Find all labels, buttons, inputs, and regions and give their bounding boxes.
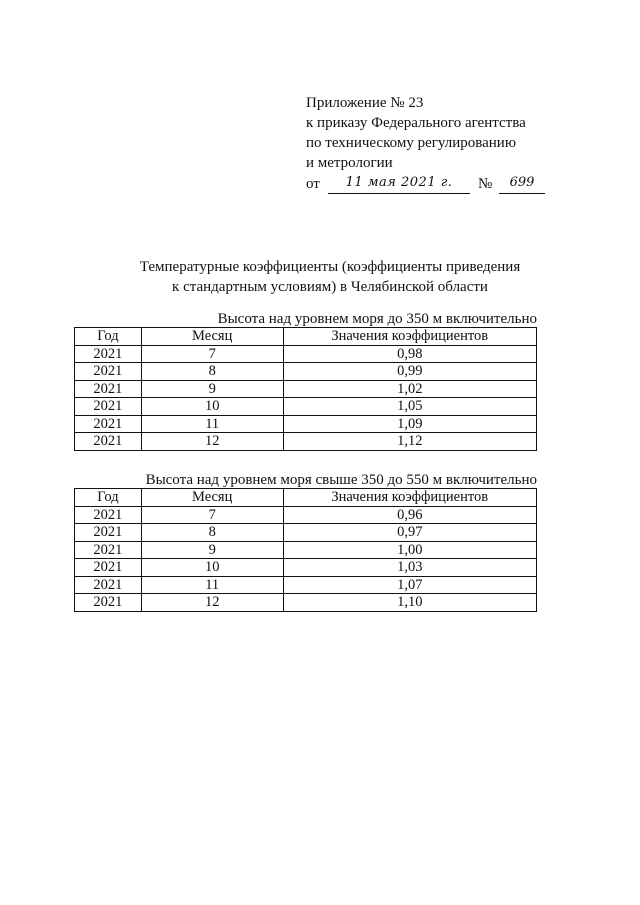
cell-month: 8 bbox=[141, 524, 283, 542]
cell-month: 9 bbox=[141, 380, 283, 398]
cell-year: 2021 bbox=[75, 398, 142, 416]
table-header-row bbox=[75, 489, 537, 507]
cell-year: 2021 bbox=[75, 433, 142, 451]
appendix-number: Приложение № 23 bbox=[306, 95, 424, 111]
cell-month: 7 bbox=[141, 345, 283, 363]
cell-year: 2021 bbox=[75, 380, 142, 398]
date-prefix: от bbox=[306, 176, 320, 192]
table-row bbox=[75, 594, 537, 612]
cell-value: 1,03 bbox=[283, 559, 536, 577]
cell-value: 1,07 bbox=[283, 576, 536, 594]
order-number-handwritten: 699 bbox=[499, 172, 545, 194]
cell-value: 0,97 bbox=[283, 524, 536, 542]
cell-year: 2021 bbox=[75, 541, 142, 559]
cell-value: 1,00 bbox=[283, 541, 536, 559]
cell-year: 2021 bbox=[75, 559, 142, 577]
title-line-2: к стандартным условиям) в Челябинской области bbox=[172, 279, 488, 295]
cell-month: 10 bbox=[141, 559, 283, 577]
cell-value: 1,12 bbox=[283, 433, 536, 451]
cell-value: 1,10 bbox=[283, 594, 536, 612]
document-title bbox=[100, 257, 560, 297]
column-header-value: Значения коэффициентов bbox=[283, 328, 536, 346]
column-header-year: Год bbox=[75, 328, 142, 346]
table-row bbox=[75, 415, 537, 433]
table-caption: Высота над уровнем моря свыше 350 до 550 м включительно bbox=[145, 472, 537, 488]
table-row bbox=[75, 524, 537, 542]
cell-year: 2021 bbox=[75, 594, 142, 612]
appendix-header bbox=[306, 93, 606, 196]
cell-month: 8 bbox=[141, 363, 283, 381]
column-header-month: Месяц bbox=[141, 489, 283, 507]
column-header-value: Значения коэффициентов bbox=[283, 489, 536, 507]
table-row bbox=[75, 345, 537, 363]
column-header-year: Год bbox=[75, 489, 142, 507]
coefficients-table bbox=[74, 488, 537, 612]
cell-month: 7 bbox=[141, 506, 283, 524]
number-sign: № bbox=[478, 176, 493, 192]
table-caption: Высота над уровнем моря до 350 м включительно bbox=[217, 311, 537, 327]
table-row bbox=[75, 559, 537, 577]
appendix-agency-line: по техническому регулированию bbox=[306, 135, 517, 151]
appendix-agency-line-2: и метрологии bbox=[306, 155, 393, 171]
cell-month: 11 bbox=[141, 576, 283, 594]
cell-month: 12 bbox=[141, 594, 283, 612]
table-row bbox=[75, 380, 537, 398]
cell-year: 2021 bbox=[75, 576, 142, 594]
cell-value: 1,09 bbox=[283, 415, 536, 433]
column-header-month: Месяц bbox=[141, 328, 283, 346]
cell-year: 2021 bbox=[75, 345, 142, 363]
cell-value: 0,96 bbox=[283, 506, 536, 524]
cell-year: 2021 bbox=[75, 506, 142, 524]
table-row bbox=[75, 576, 537, 594]
cell-value: 1,05 bbox=[283, 398, 536, 416]
order-date-line bbox=[306, 174, 606, 196]
order-date-handwritten: 11 мая 2021 г. bbox=[328, 172, 470, 194]
table-row bbox=[75, 541, 537, 559]
cell-month: 10 bbox=[141, 398, 283, 416]
table-row bbox=[75, 506, 537, 524]
table-row bbox=[75, 398, 537, 416]
cell-year: 2021 bbox=[75, 524, 142, 542]
coefficients-table bbox=[74, 327, 537, 451]
title-line-1: Температурные коэффициенты (коэффициенты приведения bbox=[139, 259, 521, 275]
cell-month: 11 bbox=[141, 415, 283, 433]
cell-value: 0,98 bbox=[283, 345, 536, 363]
cell-month: 12 bbox=[141, 433, 283, 451]
cell-year: 2021 bbox=[75, 415, 142, 433]
table-header-row bbox=[75, 328, 537, 346]
table-row bbox=[75, 433, 537, 451]
appendix-order-line: к приказу Федерального агентства bbox=[306, 115, 526, 131]
cell-month: 9 bbox=[141, 541, 283, 559]
table-row bbox=[75, 363, 537, 381]
cell-value: 0,99 bbox=[283, 363, 536, 381]
cell-value: 1,02 bbox=[283, 380, 536, 398]
cell-year: 2021 bbox=[75, 363, 142, 381]
